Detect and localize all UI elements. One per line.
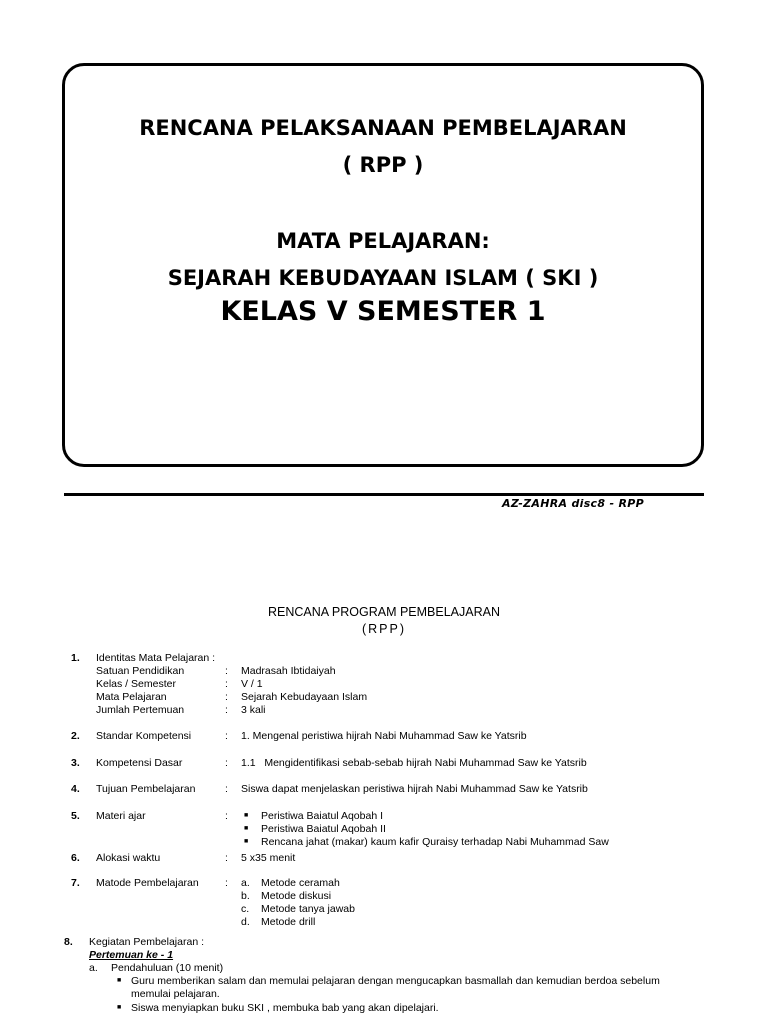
field-label: Jumlah Pertemuan xyxy=(96,704,185,716)
sub-label: Pendahuluan (10 menit) xyxy=(111,962,224,974)
bullet-icon: ■ xyxy=(117,977,122,984)
field-value: Madrasah Ibtidaiyah xyxy=(241,665,336,677)
list-letter: d. xyxy=(241,916,250,928)
doc-title: RENCANA PROGRAM PEMBELAJARAN xyxy=(268,605,500,619)
field-value: 3 kali xyxy=(241,704,266,716)
list-letter: c. xyxy=(241,903,250,915)
field-colon: : xyxy=(225,704,228,716)
meeting-heading: Pertemuan ke - 1 xyxy=(89,949,174,961)
field-value: Siswa dapat menjelaskan peristiwa hijrah Nabi Muhammad Saw ke Yatsrib xyxy=(241,783,588,795)
cover-class-semester: KELAS V SEMESTER 1 xyxy=(220,296,546,327)
item-number: 2. xyxy=(71,730,80,742)
item-label: Materi ajar xyxy=(96,810,146,822)
bullet-icon: ■ xyxy=(117,1004,122,1011)
item-number: 4. xyxy=(71,783,80,795)
field-colon: : xyxy=(225,678,228,690)
cover-subject-heading: MATA PELAJARAN: xyxy=(276,229,490,253)
sub-letter: a. xyxy=(89,962,98,974)
field-value: 1.1 Mengidentifikasi sebab-sebab hijrah Nabi Muhammad Saw ke Yatsrib xyxy=(241,757,587,769)
item-number: 8. xyxy=(64,936,73,948)
item-label: Kompetensi Dasar xyxy=(96,757,183,769)
field-colon: : xyxy=(225,783,228,795)
item-number: 6. xyxy=(71,852,80,864)
item-label: Tujuan Pembelajaran xyxy=(96,783,196,795)
field-colon: : xyxy=(225,691,228,703)
field-value: Sejarah Kebudayaan Islam xyxy=(241,691,368,703)
item-label: Standar Kompetensi xyxy=(96,730,192,742)
footer-tag: AZ-ZAHRA disc8 - RPP xyxy=(502,497,644,510)
list-item: Metode ceramah xyxy=(261,877,340,889)
doc-subtitle: (RPP) xyxy=(361,622,407,636)
field-colon: : xyxy=(225,852,228,864)
field-value: 5 x35 menit xyxy=(241,852,296,864)
field-colon: : xyxy=(225,877,228,889)
list-item: Peristiwa Baiatul Aqobah II xyxy=(261,823,386,835)
list-item: Metode drill xyxy=(261,916,316,928)
cover-abbrev: ( RPP ) xyxy=(342,153,424,177)
list-item: Guru memberikan salam dan memulai pelajaran dengan mengucapkan basmallah dan kemudian berdoa sebelum memulai pelajaran. xyxy=(131,975,660,1000)
item-number: 1. xyxy=(71,652,80,664)
list-item: Rencana jahat (makar) kaum kafir Quraisy terhadap Nabi Muhammad Saw xyxy=(261,836,609,848)
cover-box xyxy=(62,63,704,467)
list-item: Metode diskusi xyxy=(261,890,332,902)
bullet-icon: ■ xyxy=(244,812,249,819)
item-label: Matode Pembelajaran xyxy=(96,877,199,889)
field-colon: : xyxy=(225,810,228,822)
field-colon: : xyxy=(225,757,228,769)
item-label: Identitas Mata Pelajaran : xyxy=(96,652,216,664)
horizontal-rule xyxy=(64,493,704,496)
item-number: 5. xyxy=(71,810,80,822)
item-number: 7. xyxy=(71,877,80,889)
field-label: Mata Pelajaran xyxy=(96,691,167,703)
item-number: 3. xyxy=(71,757,80,769)
list-item: Siswa menyiapkan buku SKI , membuka bab yang akan dipelajari. xyxy=(131,1002,439,1014)
cover-subject: SEJARAH KEBUDAYAAN ISLAM ( SKI ) xyxy=(167,266,599,290)
list-letter: b. xyxy=(241,890,250,902)
cover-title: RENCANA PELAKSANAAN PEMBELAJARAN xyxy=(139,116,627,140)
field-colon: : xyxy=(225,665,228,677)
bullet-icon: ■ xyxy=(244,838,249,845)
item-label: Kegiatan Pembelajaran : xyxy=(89,936,204,948)
list-item: Peristiwa Baiatul Aqobah I xyxy=(261,810,383,822)
list-item: Metode tanya jawab xyxy=(261,903,355,915)
field-value: 1. Mengenal peristiwa hijrah Nabi Muhammad Saw ke Yatsrib xyxy=(241,730,527,742)
field-label: Satuan Pendidikan xyxy=(96,665,185,677)
list-letter: a. xyxy=(241,877,250,889)
bullet-icon: ■ xyxy=(244,825,249,832)
item-label: Alokasi waktu xyxy=(96,852,161,864)
field-value: V / 1 xyxy=(241,678,263,690)
field-label: Kelas / Semester xyxy=(96,678,176,690)
field-colon: : xyxy=(225,730,228,742)
